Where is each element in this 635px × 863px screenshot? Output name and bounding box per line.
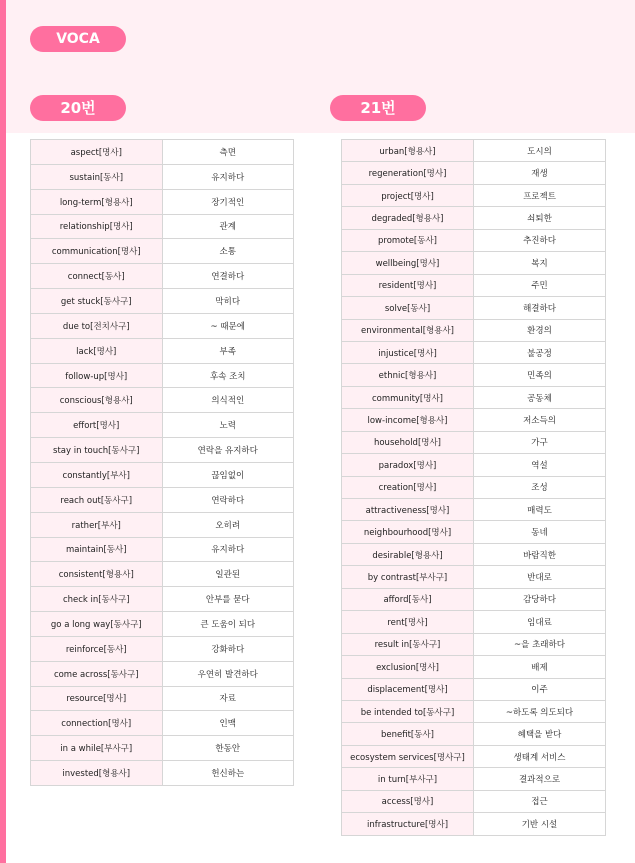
vocab-row xyxy=(31,512,294,537)
vocab-row xyxy=(342,790,606,812)
english-word-cell: exclusion[명사] xyxy=(342,656,474,678)
vocab-row xyxy=(342,454,606,476)
vocab-row xyxy=(342,499,606,521)
english-word-cell: ethnic[형용사] xyxy=(342,364,474,386)
section-21-badge: 21번 xyxy=(330,95,426,121)
korean-meaning-cell: 민족의 xyxy=(474,364,606,386)
vocab-row xyxy=(342,431,606,453)
korean-meaning-cell: 접근 xyxy=(474,790,606,812)
english-word-cell: reach out[동사구] xyxy=(31,487,163,512)
korean-meaning-cell: 반대로 xyxy=(474,566,606,588)
english-word-cell: due to[전치사구] xyxy=(31,313,163,338)
vocab-row xyxy=(31,686,294,711)
korean-meaning-cell: 쇠퇴한 xyxy=(474,207,606,229)
korean-meaning-cell: 인맥 xyxy=(162,711,294,736)
korean-meaning-cell: 혜택을 받다 xyxy=(474,723,606,745)
english-word-cell: community[명사] xyxy=(342,386,474,408)
korean-meaning-cell: 끊임없이 xyxy=(162,462,294,487)
vocab-row xyxy=(31,661,294,686)
english-word-cell: ecosystem services[명사구] xyxy=(342,745,474,767)
english-word-cell: urban[형용사] xyxy=(342,140,474,162)
vocab-row xyxy=(342,297,606,319)
vocab-row xyxy=(31,736,294,761)
english-word-cell: conscious[형용사] xyxy=(31,388,163,413)
korean-meaning-cell: 동네 xyxy=(474,521,606,543)
vocab-row xyxy=(31,487,294,512)
section-20-badge: 20번 xyxy=(30,95,126,121)
english-word-cell: invested[형용사] xyxy=(31,761,163,786)
vocab-row xyxy=(31,562,294,587)
english-word-cell: follow-up[명사] xyxy=(31,363,163,388)
voca-badge: VOCA xyxy=(30,26,126,52)
korean-meaning-cell: 결과적으로 xyxy=(474,768,606,790)
vocab-row xyxy=(31,164,294,189)
english-word-cell: go a long way[동사구] xyxy=(31,612,163,637)
english-word-cell: aspect[명사] xyxy=(31,140,163,165)
vocab-row xyxy=(31,462,294,487)
vocab-row xyxy=(342,813,606,835)
korean-meaning-cell: 기반 시설 xyxy=(474,813,606,835)
english-word-cell: resource[명사] xyxy=(31,686,163,711)
korean-meaning-cell: 복지 xyxy=(474,252,606,274)
english-word-cell: regeneration[명사] xyxy=(342,162,474,184)
english-word-cell: get stuck[동사구] xyxy=(31,289,163,314)
vocab-row xyxy=(342,252,606,274)
english-word-cell: benefit[동사] xyxy=(342,723,474,745)
vocab-row xyxy=(31,438,294,463)
vocab-row xyxy=(342,476,606,498)
korean-meaning-cell: 연락하다 xyxy=(162,487,294,512)
english-word-cell: in a while[부사구] xyxy=(31,736,163,761)
english-word-cell: in turn[부사구] xyxy=(342,768,474,790)
english-word-cell: environmental[형용사] xyxy=(342,319,474,341)
korean-meaning-cell: 주민 xyxy=(474,274,606,296)
korean-meaning-cell: 유지하다 xyxy=(162,537,294,562)
vocab-row xyxy=(342,745,606,767)
korean-meaning-cell: 해결하다 xyxy=(474,297,606,319)
korean-meaning-cell: 관계 xyxy=(162,214,294,239)
korean-meaning-cell: 공동체 xyxy=(474,386,606,408)
vocab-row xyxy=(342,611,606,633)
english-word-cell: result in[동사구] xyxy=(342,633,474,655)
english-word-cell: injustice[명사] xyxy=(342,341,474,363)
vocab-row xyxy=(31,289,294,314)
korean-meaning-cell: 불공정 xyxy=(474,341,606,363)
english-word-cell: sustain[동사] xyxy=(31,164,163,189)
korean-meaning-cell: 조성 xyxy=(474,476,606,498)
korean-meaning-cell: 강화하다 xyxy=(162,636,294,661)
english-word-cell: constantly[부사] xyxy=(31,462,163,487)
english-word-cell: connection[명사] xyxy=(31,711,163,736)
korean-meaning-cell: 노력 xyxy=(162,413,294,438)
english-word-cell: low-income[형용사] xyxy=(342,409,474,431)
english-word-cell: solve[동사] xyxy=(342,297,474,319)
english-word-cell: reinforce[동사] xyxy=(31,636,163,661)
korean-meaning-cell: 헌신하는 xyxy=(162,761,294,786)
korean-meaning-cell: 감당하다 xyxy=(474,588,606,610)
korean-meaning-cell: 큰 도움이 되다 xyxy=(162,612,294,637)
korean-meaning-cell: 배제 xyxy=(474,656,606,678)
vocab-row xyxy=(342,768,606,790)
english-word-cell: degraded[형용사] xyxy=(342,207,474,229)
vocab-row xyxy=(31,636,294,661)
vocab-row xyxy=(31,214,294,239)
vocab-row xyxy=(31,189,294,214)
korean-meaning-cell: 도시의 xyxy=(474,140,606,162)
korean-meaning-cell: 자료 xyxy=(162,686,294,711)
vocab-row xyxy=(342,319,606,341)
korean-meaning-cell: 재생 xyxy=(474,162,606,184)
vocab-row xyxy=(342,162,606,184)
vocab-row xyxy=(342,229,606,251)
vocab-row xyxy=(342,700,606,722)
vocab-table-21 xyxy=(341,139,606,836)
english-word-cell: by contrast[부사구] xyxy=(342,566,474,588)
korean-meaning-cell: 매력도 xyxy=(474,499,606,521)
vocab-row xyxy=(342,656,606,678)
vocab-row xyxy=(31,612,294,637)
english-word-cell: afford[동사] xyxy=(342,588,474,610)
vocab-row xyxy=(342,521,606,543)
vocab-row xyxy=(31,761,294,786)
korean-meaning-cell: ~하도록 의도되다 xyxy=(474,700,606,722)
vocab-row xyxy=(342,207,606,229)
korean-meaning-cell: 환경의 xyxy=(474,319,606,341)
korean-meaning-cell: 역설 xyxy=(474,454,606,476)
korean-meaning-cell: 프로젝트 xyxy=(474,184,606,206)
korean-meaning-cell: 임대료 xyxy=(474,611,606,633)
vocab-row xyxy=(31,587,294,612)
vocab-row xyxy=(342,678,606,700)
english-word-cell: effort[명사] xyxy=(31,413,163,438)
vocab-row xyxy=(342,588,606,610)
english-word-cell: infrastructure[명사] xyxy=(342,813,474,835)
english-word-cell: project[명사] xyxy=(342,184,474,206)
english-word-cell: displacement[명사] xyxy=(342,678,474,700)
english-word-cell: resident[명사] xyxy=(342,274,474,296)
korean-meaning-cell: 측면 xyxy=(162,140,294,165)
vocab-row xyxy=(342,140,606,162)
vocab-row xyxy=(31,239,294,264)
english-word-cell: paradox[명사] xyxy=(342,454,474,476)
english-word-cell: rent[명사] xyxy=(342,611,474,633)
korean-meaning-cell: 우연히 발견하다 xyxy=(162,661,294,686)
vocab-row xyxy=(342,409,606,431)
vocab-row xyxy=(342,364,606,386)
english-word-cell: connect[동사] xyxy=(31,264,163,289)
korean-meaning-cell: 추진하다 xyxy=(474,229,606,251)
english-word-cell: rather[부사] xyxy=(31,512,163,537)
english-word-cell: be intended to[동사구] xyxy=(342,700,474,722)
english-word-cell: lack[명사] xyxy=(31,338,163,363)
vocab-table-20 xyxy=(30,139,294,786)
english-word-cell: household[명사] xyxy=(342,431,474,453)
english-word-cell: neighbourhood[명사] xyxy=(342,521,474,543)
korean-meaning-cell: 가구 xyxy=(474,431,606,453)
vocab-row xyxy=(342,341,606,363)
vocab-row xyxy=(342,274,606,296)
korean-meaning-cell: ~을 초래하다 xyxy=(474,633,606,655)
vocab-row xyxy=(31,388,294,413)
korean-meaning-cell: ~ 때문에 xyxy=(162,313,294,338)
vocab-row xyxy=(31,140,294,165)
english-word-cell: creation[명사] xyxy=(342,476,474,498)
vocab-row xyxy=(31,313,294,338)
korean-meaning-cell: 소통 xyxy=(162,239,294,264)
korean-meaning-cell: 오히려 xyxy=(162,512,294,537)
vocab-row xyxy=(31,264,294,289)
english-word-cell: long-term[형용사] xyxy=(31,189,163,214)
korean-meaning-cell: 막히다 xyxy=(162,289,294,314)
vocab-row xyxy=(31,413,294,438)
vocab-row xyxy=(31,711,294,736)
korean-meaning-cell: 의식적인 xyxy=(162,388,294,413)
korean-meaning-cell: 연락을 유지하다 xyxy=(162,438,294,463)
english-word-cell: promote[동사] xyxy=(342,229,474,251)
english-word-cell: maintain[동사] xyxy=(31,537,163,562)
vocab-row xyxy=(342,184,606,206)
korean-meaning-cell: 생태계 서비스 xyxy=(474,745,606,767)
vocab-row xyxy=(342,566,606,588)
korean-meaning-cell: 이주 xyxy=(474,678,606,700)
english-word-cell: wellbeing[명사] xyxy=(342,252,474,274)
vocab-row xyxy=(31,363,294,388)
korean-meaning-cell: 부족 xyxy=(162,338,294,363)
korean-meaning-cell: 한동안 xyxy=(162,736,294,761)
korean-meaning-cell: 저소득의 xyxy=(474,409,606,431)
english-word-cell: consistent[형용사] xyxy=(31,562,163,587)
vocab-row xyxy=(342,386,606,408)
korean-meaning-cell: 바람직한 xyxy=(474,543,606,565)
vocab-row xyxy=(342,633,606,655)
english-word-cell: stay in touch[동사구] xyxy=(31,438,163,463)
english-word-cell: desirable[형용사] xyxy=(342,543,474,565)
vocab-row xyxy=(342,723,606,745)
vocab-row xyxy=(342,543,606,565)
english-word-cell: come across[동사구] xyxy=(31,661,163,686)
english-word-cell: communication[명사] xyxy=(31,239,163,264)
korean-meaning-cell: 연결하다 xyxy=(162,264,294,289)
korean-meaning-cell: 장기적인 xyxy=(162,189,294,214)
korean-meaning-cell: 안부를 묻다 xyxy=(162,587,294,612)
vocab-row xyxy=(31,338,294,363)
korean-meaning-cell: 유지하다 xyxy=(162,164,294,189)
korean-meaning-cell: 후속 조치 xyxy=(162,363,294,388)
english-word-cell: relationship[명사] xyxy=(31,214,163,239)
english-word-cell: attractiveness[명사] xyxy=(342,499,474,521)
english-word-cell: access[명사] xyxy=(342,790,474,812)
korean-meaning-cell: 일관된 xyxy=(162,562,294,587)
vocab-row xyxy=(31,537,294,562)
english-word-cell: check in[동사구] xyxy=(31,587,163,612)
